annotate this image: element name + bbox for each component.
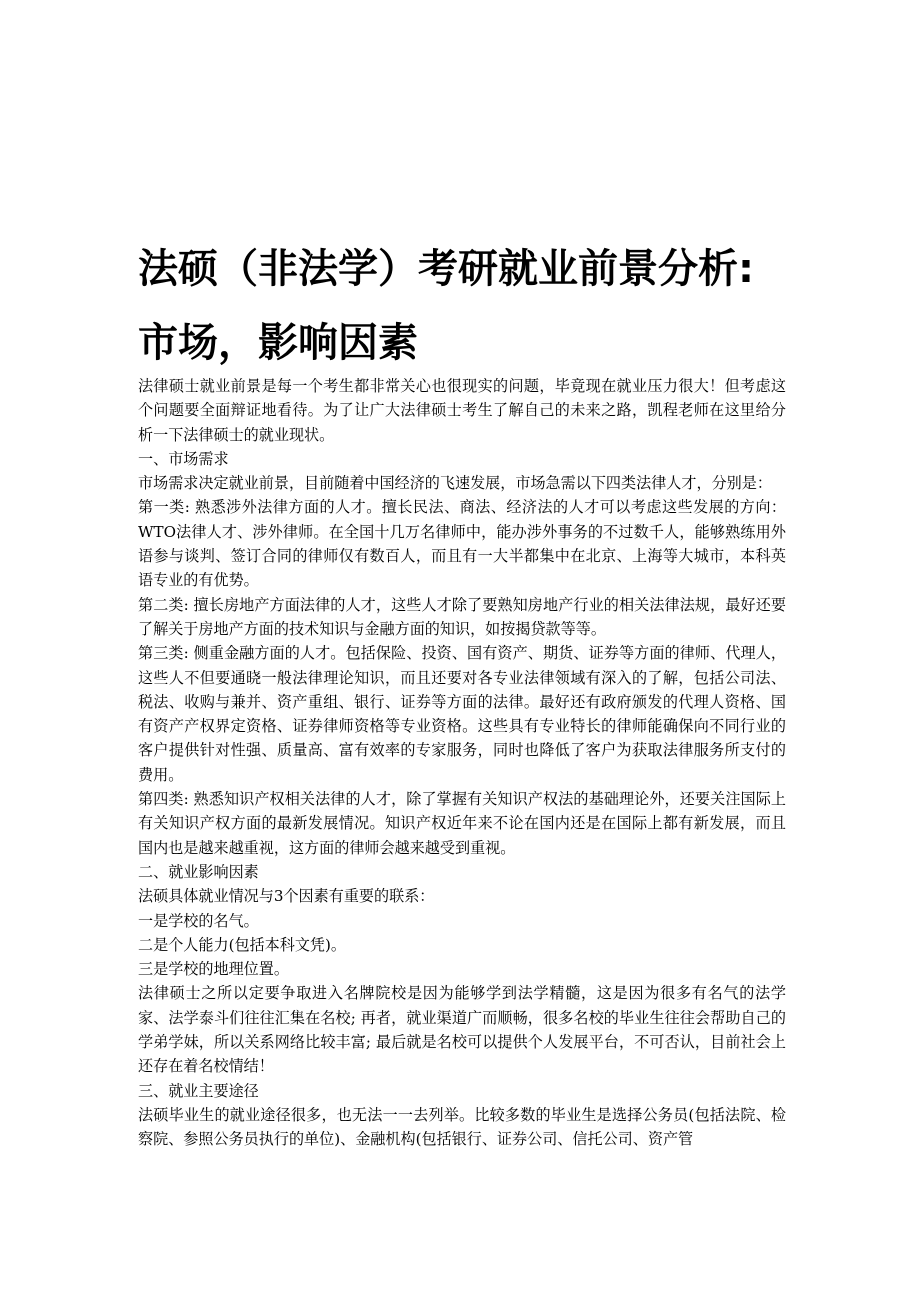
paragraph: 法硕毕业生的就业途径很多，也无法一一去列举。比较多数的毕业生是选择公务员(包括法院、检察院、参照公务员执行的单位)、金融机构(包括银行、证券公司、信托公司、资产管 [138, 1105, 786, 1149]
title-line-2: 市场，影响因素 [138, 320, 418, 366]
title-line-1: 法硕（非法学）考研就业前景分析: [138, 246, 754, 292]
list-item-factor-1: 一是学校的名气。 [138, 911, 259, 930]
list-item-factor-3: 三是学校的地理位置。 [138, 960, 289, 979]
paragraph-category-4: 第四类: 熟悉知识产权相关法律的人才，除了掌握有关知识产权法的基础理论外，还要关注国际上有关知识产权方面的最新发展情况。知识产权近年来不论在国内还是在国际上都有新发展，而且国内也是越来越重视，这方面的律师会越来越受到重视。 [138, 790, 786, 857]
paragraph-category-1: 第一类: 熟悉涉外法律方面的人才。擅长民法、商法、经济法的人才可以考虑这些发展的方向：WTO法律人才、涉外律师。在全国十几万名律师中，能办涉外事务的不过数千人，能够熟练用外语参与谈判、签订合同的律师仅有数百人，而且有一大半都集中在北京、上海等大城市，本科英语专业的有优势。 [138, 498, 786, 590]
paragraph-category-3: 第三类: 侧重金融方面的人才。包括保险、投资、国有资产、期货、证券等方面的律师、代理人，这些人不但要通晓一般法律理论知识，而且还要对各专业法律领域有深入的了解，包括公司法、税法、收购与兼并、资产重组、银行、证券等方面的法律。最好还有政府颁发的代理人资格、国有资产产权界定资格、证券律师资格等专业资格。这些具有专业特长的律师能确保向不同行业的客户提供针对性强、质量高、富有效率的专家服务，同时也降低了客户为获取法律服务所支付的费用。 [138, 644, 786, 784]
document-body [138, 374, 786, 1152]
document-title [138, 232, 798, 380]
paragraph-category-2: 第二类: 擅长房地产方面法律的人才，这些人才除了要熟知房地产行业的相关法律法规，最好还要了解关于房地产方面的技术知识与金融方面的知识，如按揭贷款等等。 [138, 595, 786, 638]
paragraph: 市场需求决定就业前景，目前随着中国经济的飞速发展，市场急需以下四类法律人才，分别是： [138, 474, 772, 493]
list-item-factor-2: 二是个人能力(包括本科文凭)。 [138, 935, 346, 954]
section-heading-employment-factors: 二、就业影响因素 [138, 862, 259, 881]
paragraph-intro: 法律硕士就业前景是每一个考生都非常关心也很现实的问题，毕竟现在就业压力很大！但考虑这个问题要全面辩证地看待。为了让广大法律硕士考生了解自己的未来之路，凯程老师在这里给分析一下法律硕士的就业现状。 [138, 377, 786, 444]
paragraph: 法律硕士之所以定要争取进入名牌院校是因为能够学到法学精髓，这是因为很多有名气的法学家、法学泰斗们往往汇集在名校; 再者，就业渠道广而顺畅，很多名校的毕业生往往会帮助自己的学弟学妹，所以关系网络比较丰富; 最后就是名校可以提供个人发展平台，不可否认，目前社会上还存在着名校情结！ [138, 984, 786, 1076]
section-heading-market-demand: 一、市场需求 [138, 449, 229, 468]
paragraph: 法硕具体就业情况与3个因素有重要的联系： [138, 887, 435, 906]
section-heading-employment-paths: 三、就业主要途径 [138, 1081, 259, 1100]
